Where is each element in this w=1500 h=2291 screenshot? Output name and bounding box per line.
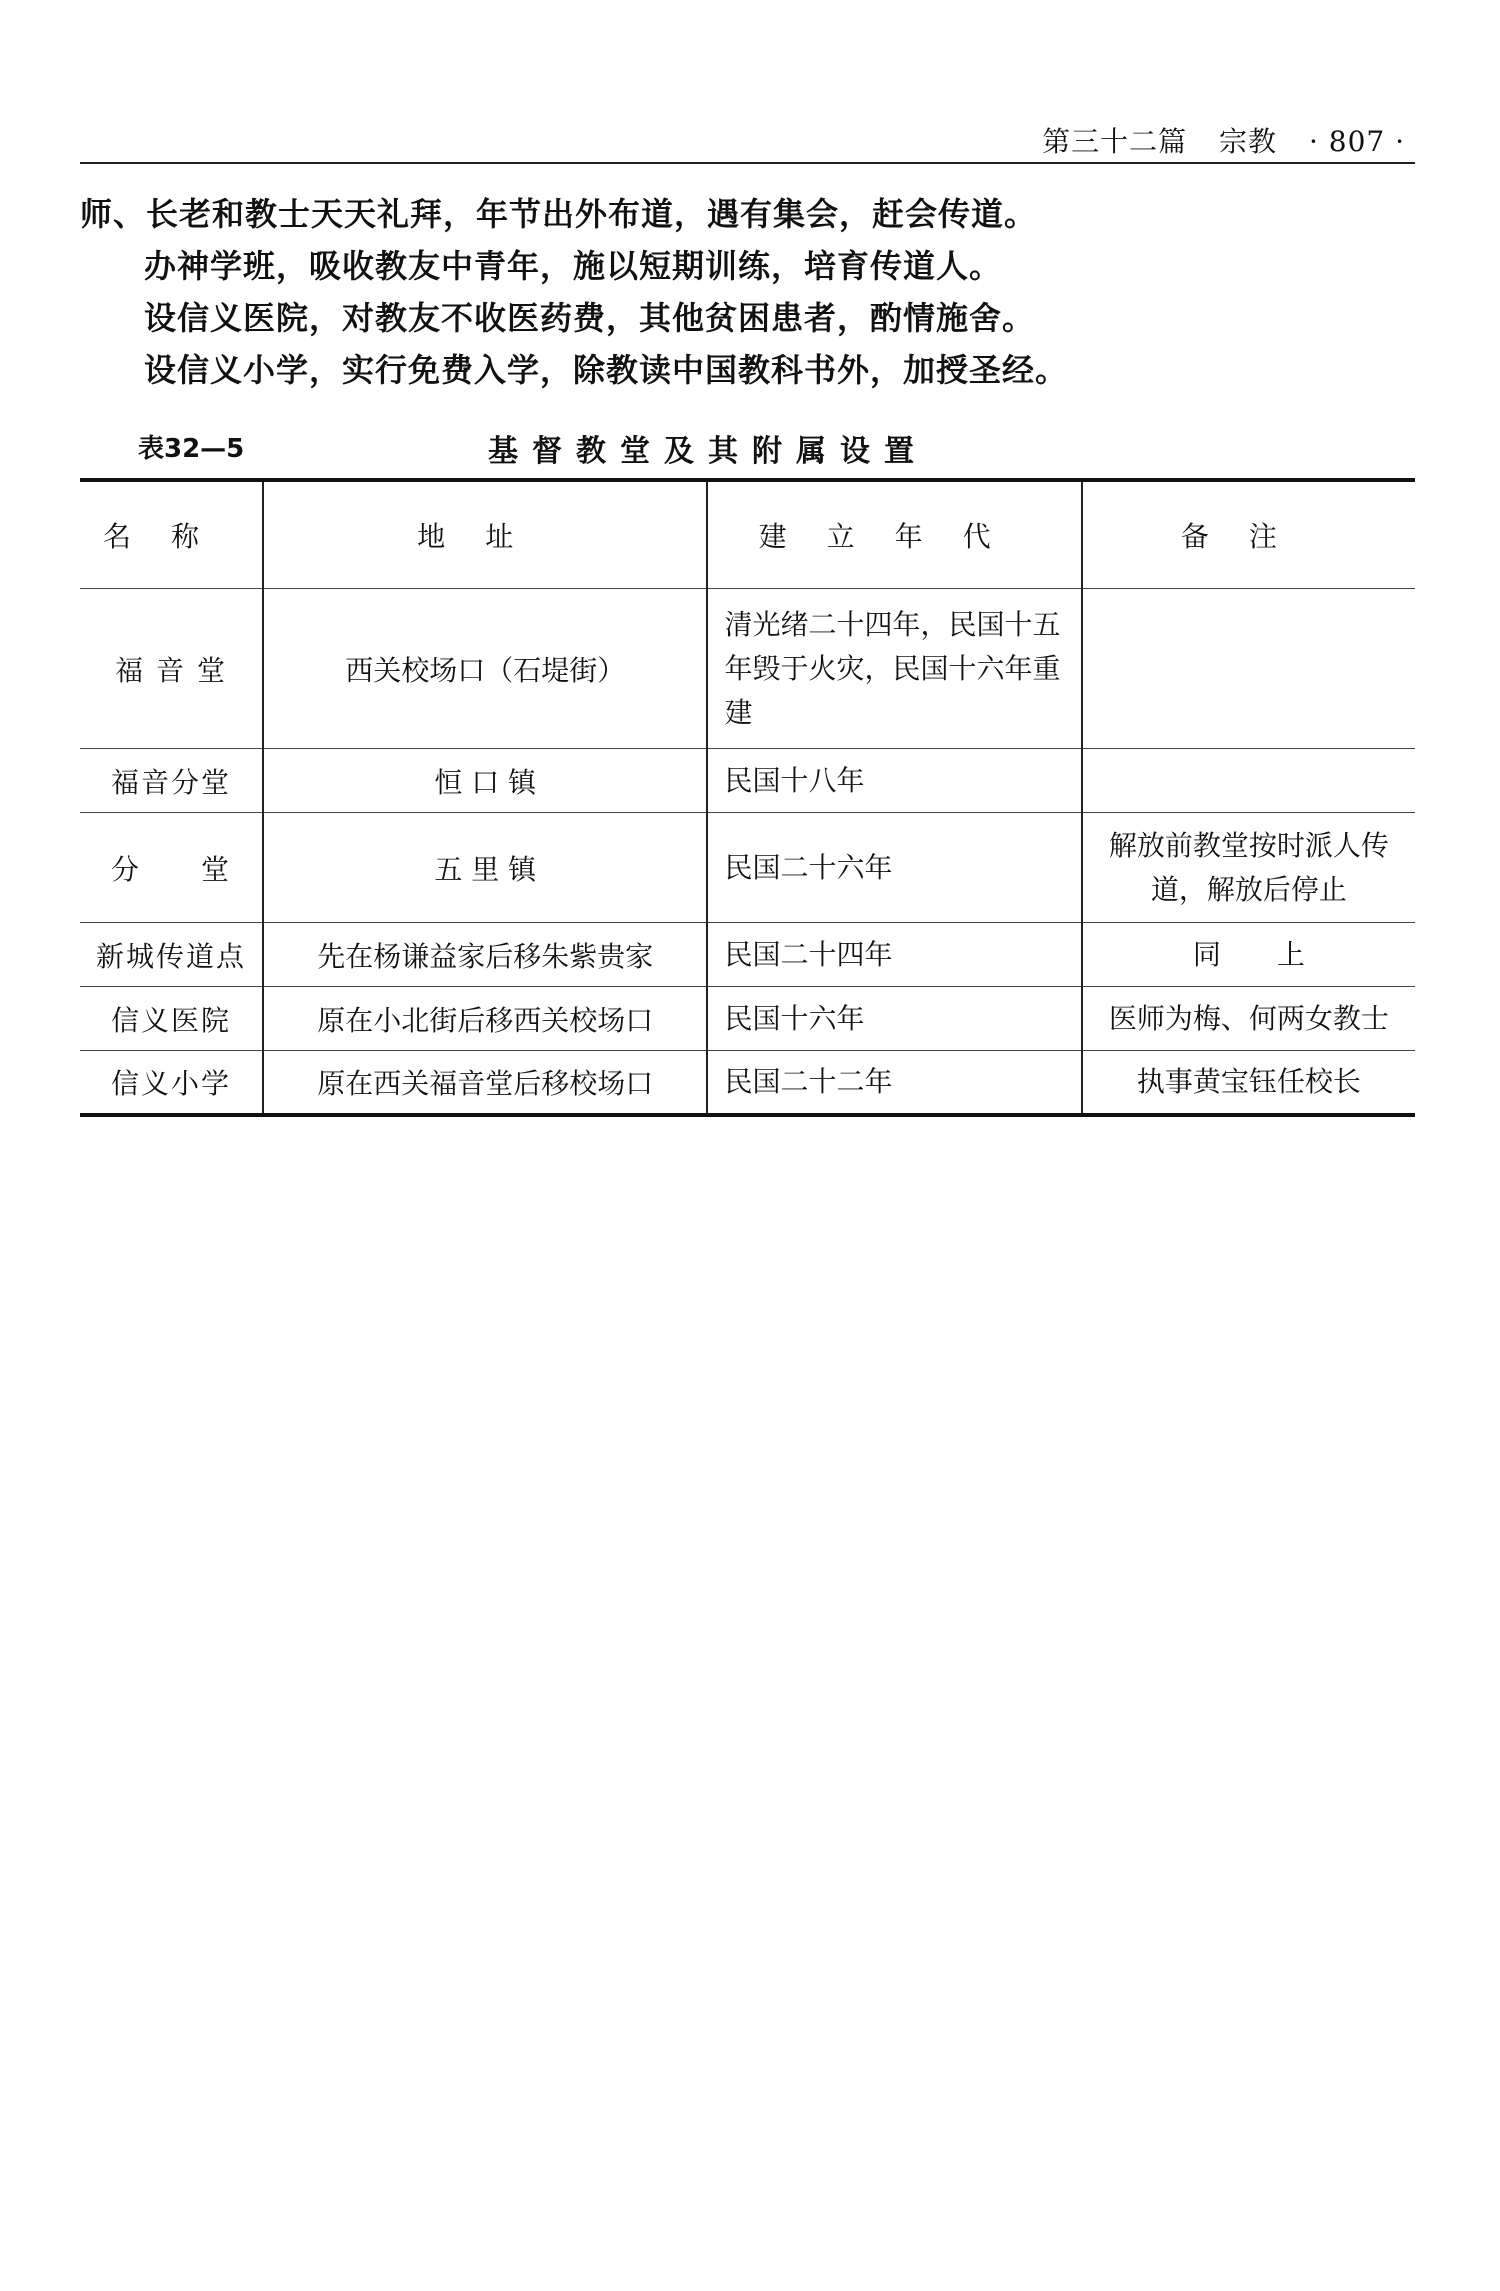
cell-address: 原在西关福音堂后移校场口 [263, 1051, 707, 1115]
cell-note: 同 上 [1082, 923, 1415, 987]
cell-year: 民国二十六年 [707, 813, 1081, 923]
cell-name: 信义医院 [80, 987, 263, 1051]
paragraph-school: 设信义小学，实行免费入学，除教读中国教科书外，加授圣经。 [144, 351, 1069, 389]
cell-note: 解放前教堂按时派人传道，解放后停止 [1082, 813, 1415, 923]
cell-year: 民国十八年 [707, 749, 1081, 813]
cell-address: 五 里 镇 [263, 813, 707, 923]
church-facilities-table [80, 478, 1415, 1117]
column-header-address: 地址 [263, 480, 707, 589]
table-caption [138, 426, 1418, 469]
chapter-title: 第三十二篇 [1042, 125, 1188, 158]
cell-name: 信义小学 [80, 1051, 263, 1115]
paragraph-continued: 师、长老和教士天天礼拜，年节出外布道，遇有集会，赶会传道。 [80, 195, 1038, 233]
cell-year: 清光绪二十四年，民国十五年毁于火灾，民国十六年重建 [707, 589, 1081, 749]
cell-address: 先在杨谦益家后移朱紫贵家 [263, 923, 707, 987]
cell-name: 分 堂 [80, 813, 263, 923]
cell-year: 民国二十四年 [707, 923, 1081, 987]
table-number: 表32—5 [138, 434, 245, 464]
page-number: · 807 · [1308, 125, 1405, 158]
cell-name: 福 音 堂 [80, 589, 263, 749]
table-header-row [80, 480, 1415, 589]
column-header-name: 名称 [80, 480, 263, 589]
body-text [80, 188, 1420, 396]
header-text [1020, 120, 1405, 160]
column-header-year: 建立年代 [707, 480, 1081, 589]
table-row [80, 987, 1415, 1051]
table-row [80, 813, 1415, 923]
cell-note [1082, 749, 1415, 813]
cell-address: 西关校场口（石堤街） [263, 589, 707, 749]
cell-note [1082, 589, 1415, 749]
section-title: 宗教 [1219, 125, 1278, 158]
paragraph-seminary: 办神学班，吸收教友中青年，施以短期训练，培育传道人。 [144, 247, 1003, 285]
table-row [80, 1051, 1415, 1115]
cell-note: 医师为梅、何两女教士 [1082, 987, 1415, 1051]
cell-address: 原在小北街后移西关校场口 [263, 987, 707, 1051]
running-header [80, 118, 1415, 164]
cell-note: 执事黄宝钰任校长 [1082, 1051, 1415, 1115]
cell-address: 恒 口 镇 [263, 749, 707, 813]
paragraph-hospital: 设信义医院，对教友不收医药费，其他贫困患者，酌情施舍。 [144, 299, 1036, 337]
cell-year: 民国二十二年 [707, 1051, 1081, 1115]
table-row [80, 749, 1415, 813]
table-row [80, 923, 1415, 987]
table-title: 基督教堂及其附属设置 [488, 434, 928, 469]
column-header-note: 备注 [1082, 480, 1415, 589]
table-row [80, 589, 1415, 749]
cell-name: 福音分堂 [80, 749, 263, 813]
cell-year: 民国十六年 [707, 987, 1081, 1051]
cell-name: 新城传道点 [80, 923, 263, 987]
